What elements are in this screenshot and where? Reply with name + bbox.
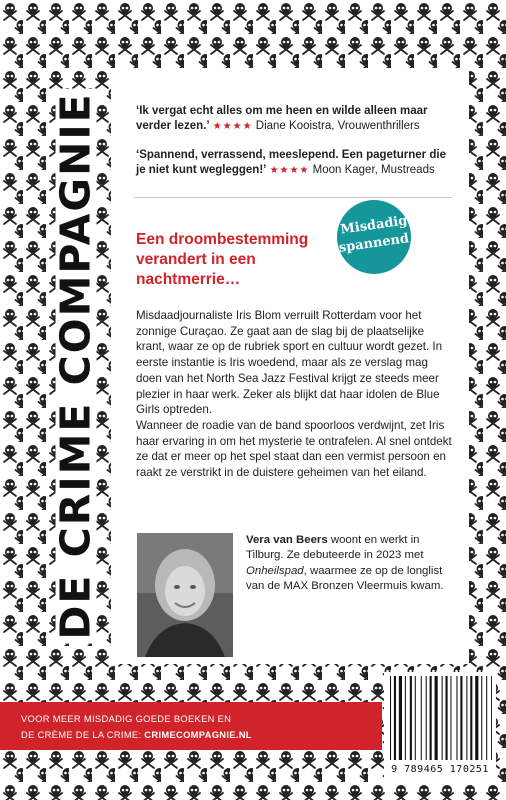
barcode-bar [486, 676, 487, 760]
barcode-bar [435, 676, 438, 760]
rating-stars-icon: ★★★★ [269, 165, 310, 176]
badge-line-1: Misdadig [339, 213, 409, 238]
barcode-bar [426, 676, 427, 760]
blurb-paragraph: Misdaadjournaliste Iris Blom verruilt Rotterdam voor het zonnige Curaçao. Ze gaat aan de slag bij de plaatselijke krant, waar ze op de rubriek sport en cultuur wordt gezet. In eerste instantie is Iris woedend, maar als ze verslag mag doen van het North Sea Jazz Festival krijgt ze steeds meer plezier in haar werk. Zeker als blijkt dat haar idolen de Blue Girls optreden. [136, 309, 443, 417]
barcode-bar [405, 676, 406, 760]
isbn-number: 9 789465 170251 [391, 764, 489, 775]
barcode-bar [442, 676, 443, 760]
blurb [136, 308, 454, 481]
promo-line-2 [21, 729, 381, 740]
headline: Een droombestemming verandert in een nachtmerrie… [136, 231, 309, 288]
rating-stars-icon: ★★★★ [212, 121, 253, 132]
barcode-bar [446, 676, 448, 760]
quote-attribution: Diane Kooistra, Vrouwenthrillers [255, 120, 420, 132]
badge-line-2: spannend [338, 231, 410, 256]
debut-title: Onheilspad [246, 564, 304, 577]
promo-prefix: DE CRÈME DE LA CRIME: [21, 729, 145, 740]
barcode-bar [410, 676, 412, 760]
promo-line-1: VOOR MEER MISDADIG GOEDE BOEKEN EN [21, 713, 232, 724]
author-photo [137, 533, 233, 657]
barcode-bar [399, 676, 402, 760]
barcode-bar [491, 676, 492, 760]
barcode-bar [390, 676, 391, 760]
quote-attribution: Moon Kager, Mustreads [312, 164, 435, 176]
barcode-bar [430, 676, 432, 760]
author-name: Vera van Beers [246, 534, 328, 546]
blurb-paragraph: Wanneer de roadie van de band spoorloos verdwijnt, zet Iris haar ervaring in om het mysterie te ontrafelen. Al snel ontdekt ze dat er meer op het spel staat dan een vermist persoon en raakt ze verstrikt in de duistere geheimen van het eiland. [136, 418, 452, 480]
bio-text: , waarmee ze op de longlist van de MAX Bronzen Vleermuis kwam. [246, 564, 444, 592]
barcode-bar [421, 676, 422, 760]
series-title: DE CRIME COMPAGNIE [56, 88, 97, 643]
isbn-barcode [388, 676, 492, 762]
bio-text: woont en werkt in Tilburg. Ze debuteerde in 2023 met [246, 534, 424, 562]
barcode-bar [481, 676, 482, 760]
barcode-bar [460, 676, 462, 760]
author-portrait-image [137, 533, 233, 657]
promo-url[interactable]: CRIMECOMPAGNIE.NL [144, 729, 252, 740]
genre-badge [337, 200, 411, 274]
promo-banner [0, 702, 382, 750]
barcode-bar [475, 676, 478, 760]
quote-text: ‘Ik vergat echt alles om me heen en wilde alleen maar verder lezen.’ [136, 105, 428, 132]
review-quote [136, 148, 456, 178]
author-bio [246, 533, 458, 594]
barcode-bar [470, 676, 472, 760]
review-quote [136, 104, 456, 134]
quote-text: ‘Spannend, verrassend, meeslepend. Een pageturner die je niet kunt wegleggen!’ [136, 149, 446, 176]
divider [134, 197, 452, 198]
barcode-bar [456, 676, 457, 760]
barcode-bar [415, 676, 416, 760]
barcode-bar [450, 676, 451, 760]
barcode-bar [466, 676, 467, 760]
barcode-bar [394, 676, 396, 760]
